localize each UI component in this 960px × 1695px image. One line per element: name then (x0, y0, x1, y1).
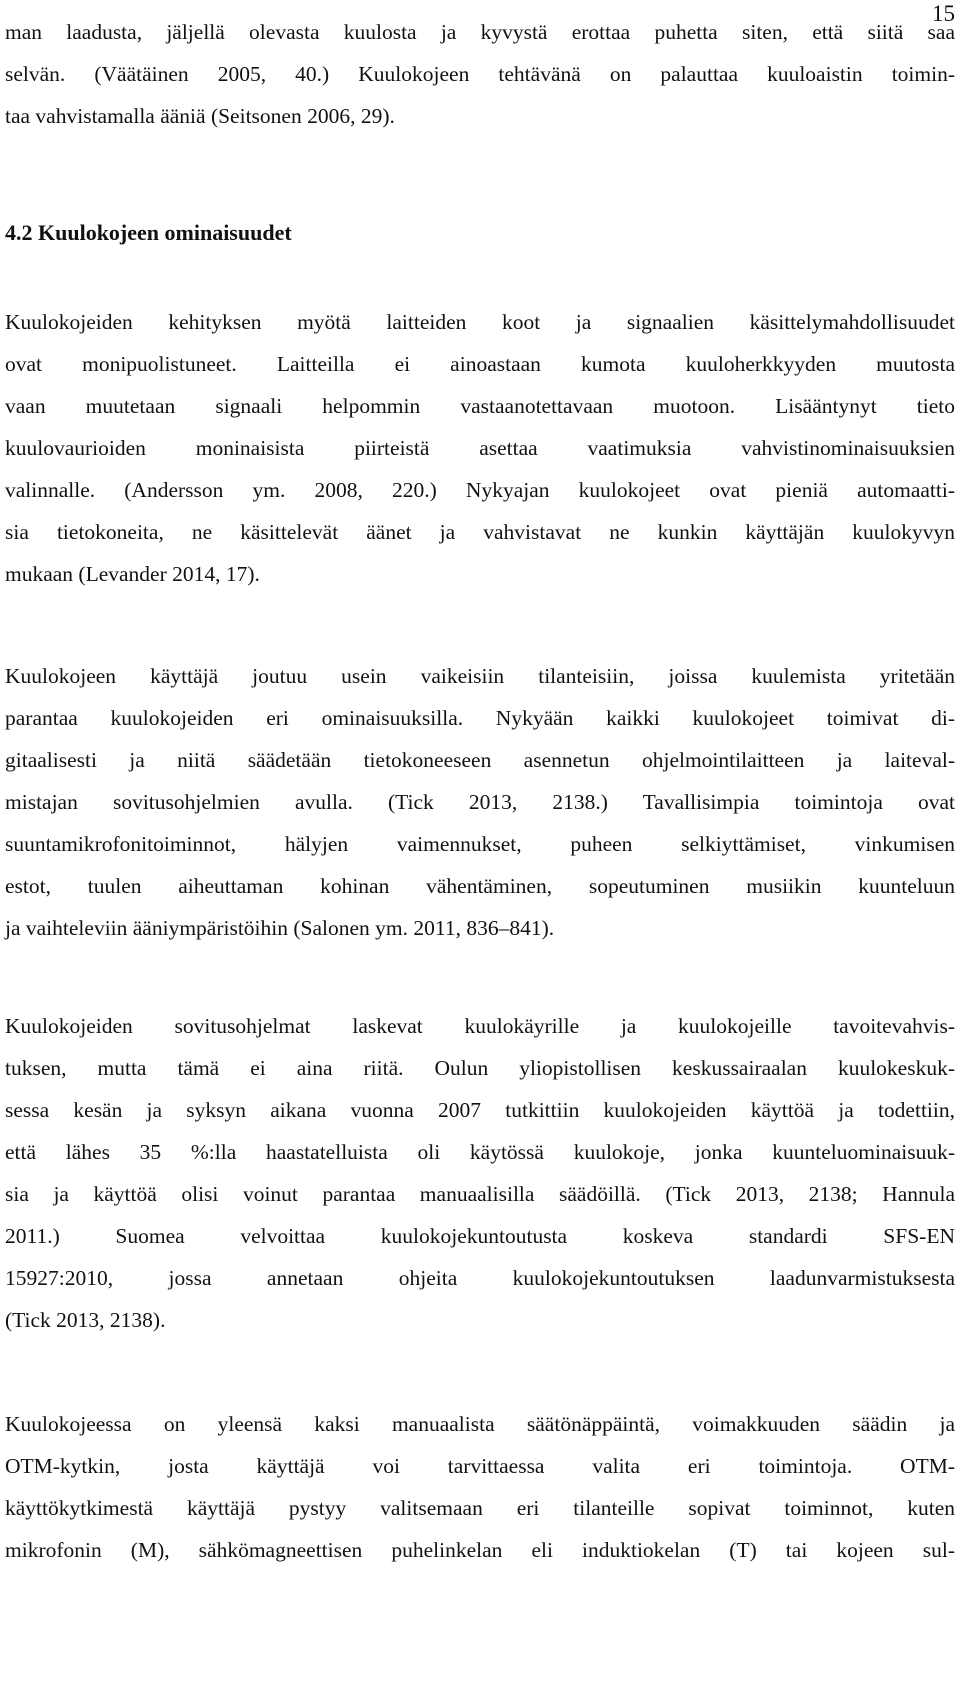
text-line: mikrofonin (M), sähkömagneettisen puhelinkelan eli induktiokelan (T) tai kojeen sul- (5, 1538, 955, 1562)
text-line: valinnalle. (Andersson ym. 2008, 220.) Nykyajan kuulokojeet ovat pieniä automaatti- (5, 478, 955, 502)
text-line: Kuulokojeiden kehityksen myötä laitteiden koot ja signaalien käsittelymahdollisuudet (5, 310, 955, 334)
section-heading: 4.2 Kuulokojeen ominaisuudet (5, 220, 292, 245)
text-line: gitaalisesti ja niitä säädetään tietokoneeseen asennetun ohjelmointilaitteen ja laiteval- (5, 748, 955, 772)
text-line: 15927:2010, jossa annetaan ohjeita kuulokojekuntoutuksen laadunvarmistuksesta (5, 1266, 955, 1290)
text-line: (Tick 2013, 2138). (5, 1308, 166, 1332)
paragraph-2 (5, 655, 955, 949)
text-line: selvän. (Väätäinen 2005, 40.) Kuulokojeen tehtävänä on palauttaa kuuloaistin toimin- (5, 62, 955, 86)
text-line: mukaan (Levander 2014, 17). (5, 562, 260, 586)
text-line: man laadusta, jäljellä olevasta kuulosta ja kyvystä erottaa puhetta siten, että siitä saa (5, 20, 955, 44)
text-line: Kuulokojeessa on yleensä kaksi manuaalista säätönäppäintä, voimakkuuden säädin ja (5, 1412, 955, 1436)
text-line: sessa kesän ja syksyn aikana vuonna 2007 tutkittiin kuulokojeiden käyttöä ja todettiin, (5, 1098, 955, 1122)
text-line: estot, tuulen aiheuttaman kohinan vähentäminen, sopeutuminen musiikin kuunteluun (5, 874, 955, 898)
text-line: ovat monipuolistuneet. Laitteilla ei ainoastaan kumota kuuloherkkyyden muutosta (5, 352, 955, 376)
text-line: suuntamikrofonitoiminnot, hälyjen vaimennukset, puheen selkiyttämiset, vinkumisen (5, 832, 955, 856)
text-line: taa vahvistamalla ääniä (Seitsonen 2006, 29). (5, 104, 395, 128)
text-line: vaan muutetaan signaali helpommin vastaanotettavaan muotoon. Lisääntynyt tieto (5, 394, 955, 418)
text-line: OTM-kytkin, josta käyttäjä voi tarvittaessa valita eri toimintoja. OTM- (5, 1454, 955, 1478)
text-line: sia tietokoneita, ne käsittelevät äänet ja vahvistavat ne kunkin käyttäjän kuulokyvyn (5, 520, 955, 544)
text-line: sia ja käyttöä olisi voinut parantaa manuaalisilla säädöillä. (Tick 2013, 2138; Hannula (5, 1182, 955, 1206)
page-number: 15 (932, 1, 955, 26)
text-line: 2011.) Suomea velvoittaa kuulokojekuntoutusta koskeva standardi SFS-EN (5, 1224, 955, 1248)
text-line: tuksen, mutta tämä ei aina riitä. Oulun yliopistollisen keskussairaalan kuulokeskuk- (5, 1056, 955, 1080)
paragraph-1 (5, 301, 955, 595)
text-line: käyttökytkimestä käyttäjä pystyy valitsemaan eri tilanteille sopivat toiminnot, kuten (5, 1496, 955, 1520)
text-line: mistajan sovitusohjelmien avulla. (Tick 2013, 2138.) Tavallisimpia toimintoja ovat (5, 790, 955, 814)
paragraph-0 (5, 11, 955, 137)
paragraph-3 (5, 1005, 955, 1341)
text-line: ja vaihteleviin ääniympäristöihin (Salonen ym. 2011, 836–841). (5, 916, 555, 940)
text-line: kuulovaurioiden moninaisista piirteistä asettaa vaatimuksia vahvistinominaisuuksien (5, 436, 955, 460)
text-line: parantaa kuulokojeiden eri ominaisuuksilla. Nykyään kaikki kuulokojeet toimivat di- (5, 706, 955, 730)
text-line: Kuulokojeen käyttäjä joutuu usein vaikeisiin tilanteisiin, joissa kuulemista yritetään (5, 664, 955, 688)
paragraph-4 (5, 1403, 955, 1571)
text-line: Kuulokojeiden sovitusohjelmat laskevat kuulokäyrille ja kuulokojeille tavoitevahvis- (5, 1014, 955, 1038)
text-line: että lähes 35 %:lla haastatelluista oli käytössä kuulokoje, jonka kuunteluominaisuuk- (5, 1140, 955, 1164)
